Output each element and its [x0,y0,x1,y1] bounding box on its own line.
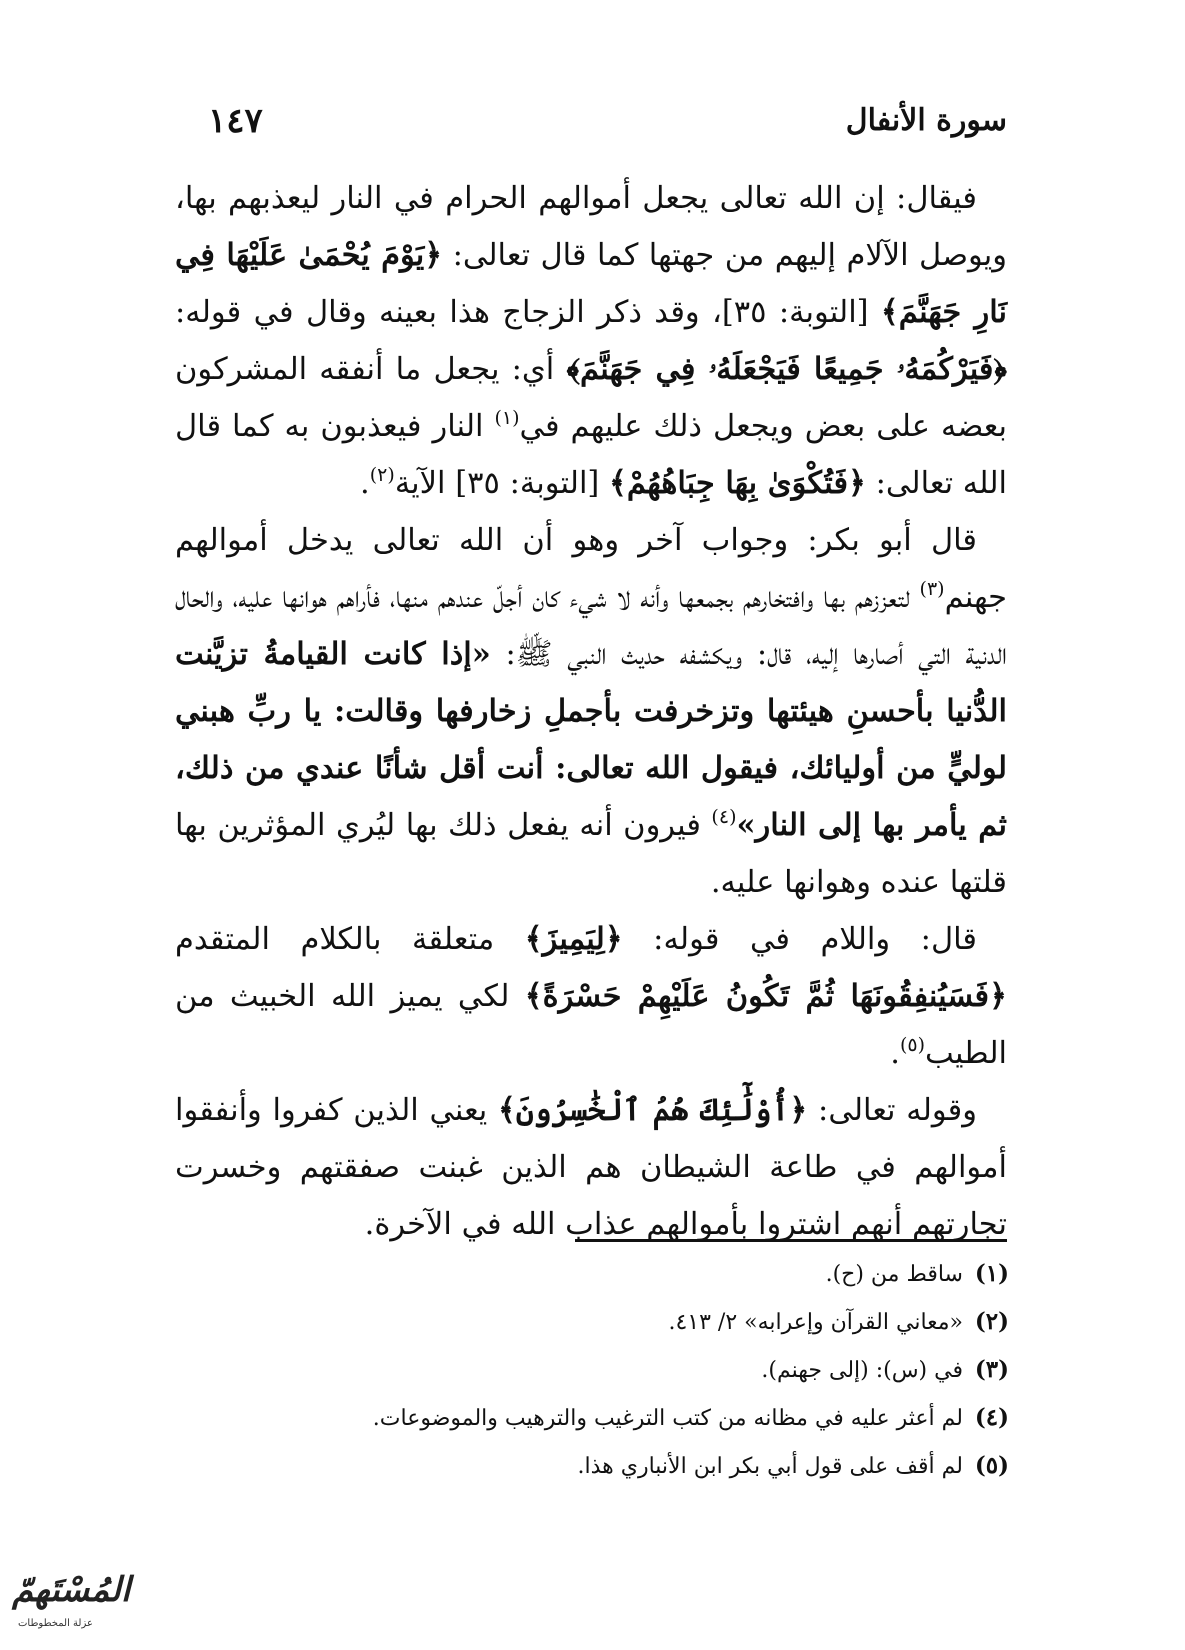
footnote-item [189,1346,1009,1394]
text-segment: قال أبو بكر: وجواب آخر وهو أن الله تعالى يدخل أموالهم جهنم [175,523,1007,615]
quran-verse: ﴿أُوْلَٰٓئِكَ هُمُ ٱلْخَٰسِرُونَ﴾ [498,1092,808,1128]
footnote-ref: (١) [494,407,520,429]
quran-verse: ﴿يَوْمَ يُحْمَىٰ عَلَيْهَا فِي نَارِ جَهَنَّمَ﴾ [175,237,1007,330]
footnote-number: (٤) [974,1404,1009,1431]
footnote-item [189,1298,1009,1346]
paragraph-2 [175,512,1007,911]
main-text [175,170,1007,1253]
text-segment: لكي يميز الله الخبيث من الطيب [175,979,1007,1071]
footnote-ref: (٥) [899,1034,926,1056]
text-segment: [التوبة: ٣٥] الآية [394,466,610,501]
footnote-text: ساقط من (ح). [825,1262,963,1287]
footnote-number: (٢) [974,1308,1009,1335]
text-segment: يعني الذين كفروا وأنفقوا أموالهم في طاعة الشيطان هم الذين غبنت صفقتهم وخسرت تجارتهم أنهم اشتروا بأموالهم عذاب الله في الآخرة. [175,1093,1007,1242]
footnote-text: «معاني القرآن وإعرابه» ٢/ ٤١٣. [668,1310,963,1335]
footnote-item [189,1394,1009,1442]
surah-title: سورة الأنفال [845,103,1007,138]
text-segment: . [360,466,370,501]
page-number: ١٤٧ [208,101,263,141]
text-segment: متعلقة بالكلام المتقدم [175,922,525,957]
quran-verse: ﴿فَتُكْوَىٰ بِهَا جِبَاهُهُمْ﴾ [609,465,866,501]
footnote-ref: (٤) [711,806,737,828]
page-header [200,96,1007,146]
footnote-item [189,1442,1009,1490]
quran-verse: ﴿فَسَيُنفِقُونَهَا ثُمَّ تَكُونُ عَلَيْهِمْ حَسْرَةً﴾ [524,978,1007,1014]
footnote-divider [575,1239,1007,1242]
text-segment: فيقال: إن الله تعالى يجعل أموالهم الحرام في النار ليعذبهم بها، ويوصل الآلام إليهم من جهتها كما قال تعالى: [175,181,1007,273]
footnote-item [189,1250,1009,1298]
footnotes [189,1250,1009,1490]
quran-verse: ﴿لِيَمِيزَ﴾ [524,921,623,957]
text-segment: . [890,1036,900,1071]
footnote-text: في (س): (إلى جهنم). [761,1358,963,1383]
paragraph-3 [175,911,1007,1082]
footnote-ref: (٢) [369,464,395,486]
footnote-number: (٥) [974,1452,1009,1479]
text-segment: فيرون أنه يفعل ذلك بها ليُري المؤثرين بها قلتها عنده وهوانها عليه. [175,808,1007,900]
footnote-text: لم أعثر عليه في مظانه من كتب الترغيب والترهيب والموضوعات. [372,1406,963,1431]
text-segment: أي: يجعل ما أنفقه المشركون بعضه على بعض ويجعل ذلك عليهم في [175,352,1007,444]
library-stamp-logo [4,1568,131,1640]
stamp-subtext: عزلة المخطوطات [18,1618,93,1629]
quran-verse: ﴿فَيَرْكُمَهُۥ جَمِيعًا فَيَجْعَلَهُۥ فِي جَهَنَّمَ﴾ [566,351,1007,387]
footnote-number: (٣) [974,1356,1009,1383]
text-segment: لتعززهم بها وافتخارهم بجمعها وأنه لا شيء كان أجلّ عندهم منها، فأراهم هوانها عليه، والحال الدنية التي أصارها إليه، قال: ويكشفه حديث النبي ﷺ: [175,580,1007,672]
footnote-number: (١) [974,1260,1009,1287]
hadith-quote: «إذا كانت القيامةُ تزيَّنت الدُّنيا بأحسنِ هيئتها وتزخرفت بأجملِ زخارفها وقالت: يا ربِّ هبني لوليٍّ من أوليائك، فيقول الله تعالى: أنت أقل شأنًا عندي من ذلك، ثم يأمر بها إلى النار» [175,636,1007,843]
footnote-text: لم أقف على قول أبي بكر ابن الأنباري هذا. [577,1454,963,1479]
text-segment: وقوله تعالى: [807,1093,977,1128]
footnote-ref: (٣) [919,578,945,600]
text-segment: قال: واللام في قوله: [622,922,977,957]
paragraph-1 [175,170,1007,512]
text-segment: [التوبة: ٣٥]، وقد ذكر الزجاج هذا بعينه وقال في قوله: [175,295,881,330]
stamp-logo-text: المُسْتَهمّ [12,1570,131,1610]
paragraph-4 [175,1082,1007,1253]
text-segment: النار فيعذبون به كما قال الله تعالى: [175,409,1007,501]
